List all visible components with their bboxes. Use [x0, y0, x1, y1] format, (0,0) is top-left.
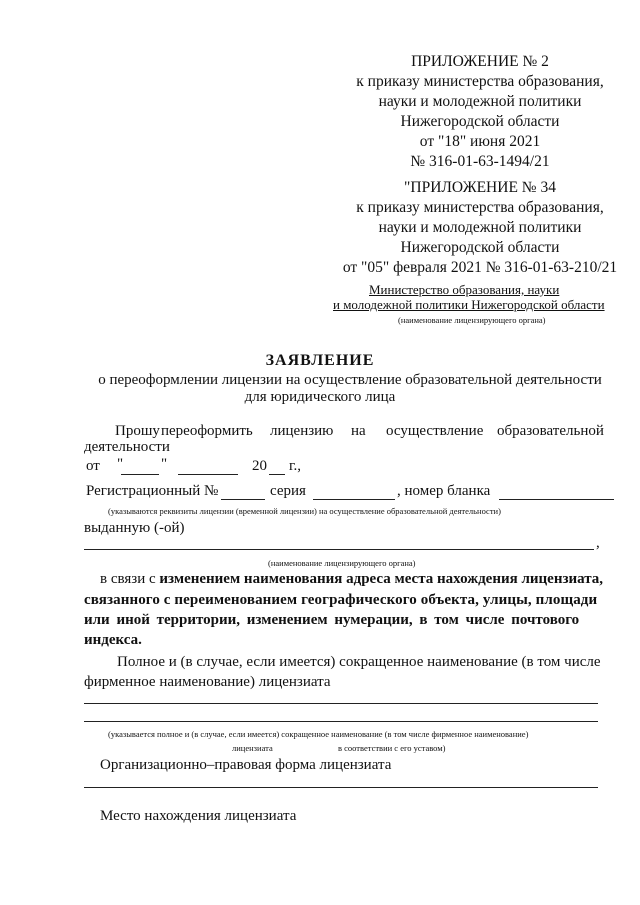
appendix-2-title: ПРИЛОЖЕНИЕ № 2 — [411, 53, 549, 70]
issued-by-comma: , — [596, 535, 600, 551]
registration-number-field[interactable] — [221, 499, 265, 500]
appendix-2-line: Нижегородской области — [400, 113, 560, 130]
reason-bold-4: индекса. — [84, 632, 142, 648]
date-month-field[interactable] — [178, 474, 238, 475]
series-field[interactable] — [313, 499, 395, 500]
licensee-name-field-1[interactable] — [84, 703, 598, 704]
licensee-name-caption-1: (указывается полное и (в случае, если имеется) сокращенное наименование (в том числе фирменное наименование) — [108, 729, 529, 739]
date-year-suffix: г., — [289, 458, 301, 474]
appendix-2-line: науки и молодежной политики — [378, 93, 582, 110]
licensee-name-caption-2b: в соответствии с его уставом) — [338, 743, 446, 753]
request-word: переоформить — [161, 423, 253, 439]
appendix-34-date: от "05" февраля 2021 № 316-01-63-210/21 — [342, 259, 618, 276]
appendix-2-header — [340, 52, 620, 172]
appendix-34-line: науки и молодежной политики — [378, 219, 582, 236]
request-word: образовательной — [497, 423, 604, 439]
registration-number-label: Регистрационный № — [86, 483, 219, 499]
reason-bold-2: связанного с переименованием географического объекта, улицы, площади — [84, 592, 598, 608]
appendix-2-line: к приказу министерства образования, — [356, 73, 604, 90]
legal-form-label: Организационно–правовая форма лицензиата — [100, 757, 392, 773]
appendix-34-line: к приказу министерства образования, — [356, 199, 604, 216]
blank-number-field[interactable] — [499, 499, 614, 500]
date-year-field[interactable] — [269, 474, 285, 475]
date-year-prefix: 20 — [252, 458, 267, 474]
appendix-2-date: от "18" июня 2021 — [419, 133, 541, 150]
reason-bold-1: изменением наименования адреса места нахождения лицензиата, — [159, 571, 604, 587]
licensee-name-label-2: фирменное наименование) лицензиата — [84, 674, 331, 690]
legal-form-field[interactable] — [84, 787, 598, 788]
date-from-label: от — [86, 458, 100, 474]
reason-line-1 — [100, 571, 603, 588]
licensee-name-field-2[interactable] — [84, 721, 598, 722]
license-details-caption: (указываются реквизиты лицензии (временной лицензии) на осуществление образовательной деятельности) — [108, 506, 501, 516]
document-title: ЗАЯВЛЕНИЕ — [265, 352, 375, 369]
licensee-name-label-1: Полное и (в случае, если имеется) сокращенное наименование (в том числе — [117, 654, 601, 670]
request-word: Прошу — [115, 423, 160, 439]
licensing-body-line2: и молодежной политики Нижегородской области — [333, 297, 605, 312]
appendix-34-line: Нижегородской области — [400, 239, 560, 256]
request-word: осуществление — [386, 423, 484, 439]
location-label: Место нахождения лицензиата — [100, 808, 297, 824]
licensing-body-line1: Министерство образования, науки — [369, 282, 560, 297]
licensing-body-caption: (наименование лицензирующего органа) — [398, 315, 546, 325]
reason-lead: в связи с — [100, 571, 156, 587]
request-word: на — [351, 423, 366, 439]
series-label: серия — [270, 483, 306, 499]
appendix-2-number: № 316-01-63-1494/21 — [410, 153, 550, 170]
blank-number-label: , номер бланка — [397, 483, 491, 499]
issuer-caption: (наименование лицензирующего органа) — [268, 558, 416, 568]
appendix-34-title: "ПРИЛОЖЕНИЕ № 34 — [404, 179, 556, 196]
document-subtitle-1: о переоформлении лицензии на осуществление образовательной деятельности — [98, 372, 602, 388]
document-subtitle-2: для юридического лица — [244, 389, 396, 405]
request-word: лицензию — [270, 423, 334, 439]
date-quote-close: " — [161, 456, 168, 472]
date-day-field[interactable] — [121, 474, 159, 475]
date-quote-open: " — [117, 456, 124, 472]
appendix-34-header — [330, 178, 630, 278]
reason-bold-3: или иной территории, изменением нумерации, в том числе почтового — [84, 612, 580, 628]
request-word: деятельности — [84, 439, 170, 455]
issued-by-field[interactable] — [84, 549, 594, 550]
issued-by-label: выданную (-ой) — [84, 520, 185, 536]
licensee-name-caption-2a: лицензиата — [232, 743, 273, 753]
